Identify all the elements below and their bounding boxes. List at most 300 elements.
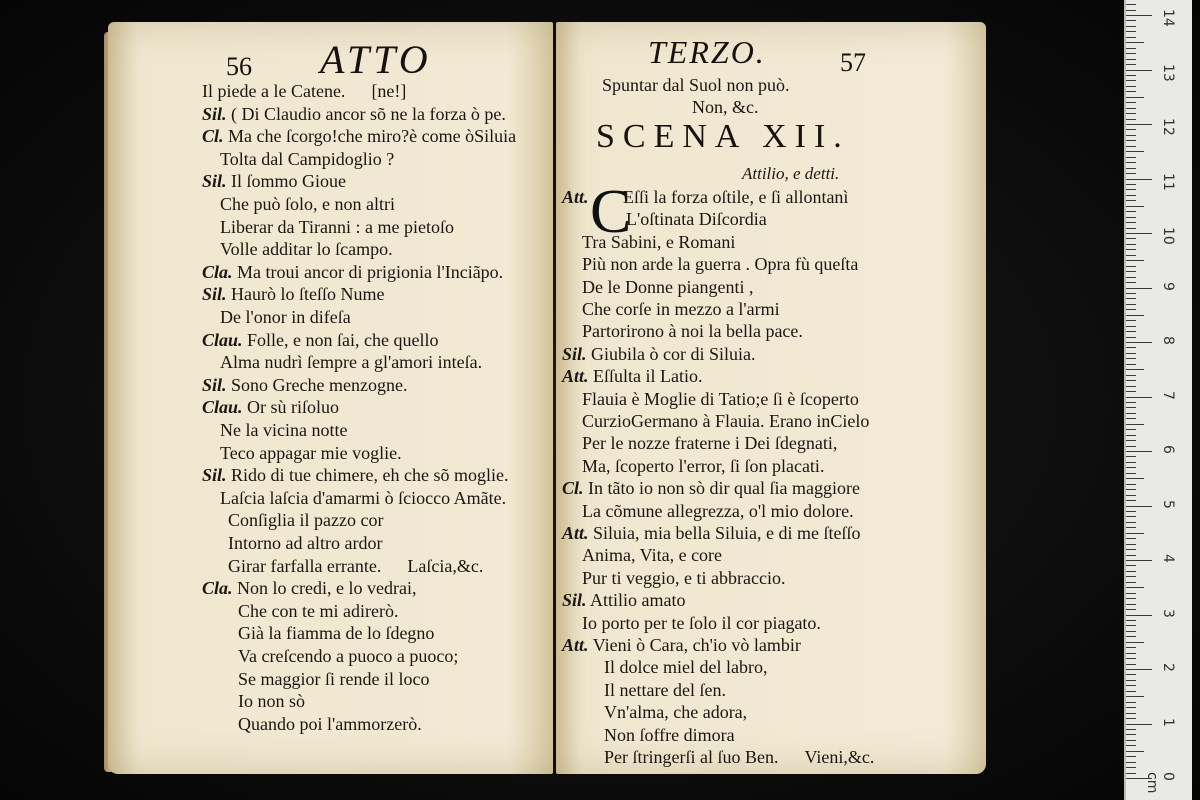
- ruler-tick: [1126, 685, 1136, 686]
- ruler-tick: [1126, 129, 1136, 130]
- ruler-tick: [1126, 135, 1136, 136]
- ruler-tick: [1126, 620, 1136, 621]
- ruler-tick: [1126, 369, 1144, 370]
- ruler-tick: [1126, 70, 1152, 71]
- text-line: [220, 419, 347, 441]
- left-page: [108, 22, 553, 774]
- ruler-tick: [1126, 86, 1136, 87]
- text-line: [604, 746, 874, 768]
- text-line: [220, 351, 482, 373]
- ruler-tick: [1126, 533, 1144, 534]
- ruler-tick: [1126, 669, 1152, 670]
- verse-text: Io non sò: [238, 691, 305, 712]
- ruler-tick: [1126, 549, 1136, 550]
- ruler-tick: [1126, 168, 1136, 169]
- text-line: [220, 238, 393, 260]
- text-line: [202, 396, 339, 418]
- ruler-tick: [1126, 157, 1136, 158]
- text-line: [220, 442, 402, 464]
- speaker-label: Clau.: [202, 329, 243, 350]
- ruler-tick: [1126, 478, 1144, 479]
- text-line: [238, 645, 458, 667]
- ruler-tick: [1126, 489, 1136, 490]
- verse-text: Se maggior ſi rende il loco: [238, 668, 430, 689]
- ruler-tick: [1126, 418, 1136, 419]
- verse-text: In tãto io non sò dir qual ſia maggiore: [588, 478, 860, 499]
- ruler-label: 7: [1160, 390, 1176, 400]
- text-line: [238, 622, 434, 644]
- ruler-tick: [1126, 456, 1136, 457]
- ruler-tick: [1126, 740, 1136, 741]
- ruler-tick: [1126, 342, 1152, 343]
- ruler-tick: [1126, 440, 1136, 441]
- ruler-tick: [1126, 80, 1136, 81]
- ruler-label: 0 cm: [1144, 772, 1176, 794]
- ruler-tick: [1126, 745, 1136, 746]
- ruler-tick: [1126, 97, 1144, 98]
- ruler-label: 11: [1160, 172, 1176, 191]
- ruler-tick: [1126, 337, 1136, 338]
- line-end-text: Vieni,&c.: [804, 747, 875, 767]
- ruler-tick: [1126, 266, 1136, 267]
- ruler-tick: [1126, 10, 1136, 11]
- ruler-tick: [1126, 358, 1136, 359]
- ruler-tick: [1126, 244, 1136, 245]
- text-line: [582, 500, 854, 522]
- ruler-tick: [1126, 604, 1136, 605]
- text-line: [228, 532, 382, 554]
- ruler-tick: [1126, 767, 1136, 768]
- verse-text: De l'onor in difeſa: [220, 307, 351, 327]
- text-line: [626, 208, 767, 230]
- ruler-tick: [1126, 179, 1152, 180]
- verse-text: Tra Sabini, e Romani: [582, 231, 736, 252]
- ruler-tick: [1126, 674, 1136, 675]
- verse-text: Non ſoffre dimora: [604, 724, 735, 745]
- text-line: [562, 343, 756, 365]
- text-line: [220, 216, 454, 238]
- text-line: [202, 125, 516, 147]
- ruler-tick: [1126, 522, 1136, 523]
- verse-text: Il dolce miel del labro,: [604, 657, 768, 678]
- verse-text: L'oſtinata Diſcordia: [626, 209, 767, 230]
- ruler-tick: [1126, 375, 1136, 376]
- ruler-tick: [1126, 571, 1136, 572]
- speaker-label: Sil.: [202, 374, 227, 395]
- right-page: [556, 22, 986, 774]
- text-line: [228, 555, 483, 577]
- verse-text: Più non arde la guerra . Opra fù queſta: [582, 254, 859, 275]
- ruler-tick: [1126, 200, 1136, 201]
- ruler-tick: [1126, 565, 1136, 566]
- ruler-tick: [1126, 320, 1136, 321]
- ruler-tick: [1126, 255, 1136, 256]
- ruler-tick: [1126, 664, 1136, 665]
- ruler-tick: [1126, 560, 1152, 561]
- ruler-tick: [1126, 446, 1136, 447]
- ruler-tick: [1126, 222, 1136, 223]
- measurement-ruler: [1124, 0, 1192, 800]
- ruler-tick: [1126, 195, 1136, 196]
- ruler-tick: [1126, 48, 1136, 49]
- verse-text: Che con te mi adirerò.: [238, 600, 399, 621]
- ruler-tick: [1126, 386, 1136, 387]
- speaker-label: Cl.: [202, 126, 224, 147]
- right-page-number: 57: [840, 48, 866, 77]
- verse-text: Siluia, mia bella Siluia, e di me ſteſſo: [593, 523, 861, 543]
- verse-text: Liberar da Tiranni : a me pietoſo: [220, 216, 454, 237]
- ruler-tick: [1126, 413, 1136, 414]
- verse-text: Laſcia laſcia d'amarmi ò ſciocco Amãte.: [220, 487, 507, 508]
- verse-text: Che può ſolo, e non altri: [220, 194, 395, 214]
- ruler-label: 6: [1160, 445, 1176, 454]
- ruler-tick: [1126, 576, 1136, 577]
- verse-text: Che corſe in mezzo a l'armi: [582, 299, 780, 319]
- ruler-tick: [1126, 113, 1136, 114]
- left-running-header: ATTO: [320, 37, 432, 82]
- right-running-header: TERZO.: [648, 34, 766, 70]
- text-line: [604, 701, 747, 723]
- ruler-tick: [1126, 702, 1136, 703]
- ruler-tick: [1126, 315, 1144, 316]
- text-line: [582, 410, 869, 432]
- ruler-tick: [1126, 277, 1136, 278]
- text-line: [562, 477, 860, 499]
- ruler-label: 4: [1160, 554, 1176, 563]
- speaker-label: Clau.: [202, 397, 243, 418]
- ruler-tick: [1126, 288, 1152, 289]
- text-line: [202, 103, 506, 125]
- text-line: [228, 509, 383, 531]
- verse-text: Ne la vicina notte: [220, 420, 348, 440]
- ruler-tick: [1126, 353, 1136, 354]
- verse-text: Per le nozze fraterne i Dei ſdegnati,: [582, 433, 838, 454]
- speaker-label: Att.: [562, 366, 589, 387]
- line-end-text: [ne!]: [371, 81, 407, 101]
- speaker-label: Att.: [562, 635, 589, 655]
- ruler-tick: [1126, 696, 1144, 697]
- verse-text: La cõmune allegrezza, o'l mio dolore.: [582, 500, 854, 521]
- ruler-tick: [1126, 473, 1136, 474]
- ruler-tick: [1126, 271, 1136, 272]
- text-line: [582, 544, 722, 566]
- ruler-tick: [1126, 451, 1152, 452]
- text-line: [582, 432, 837, 454]
- ruler-tick: [1126, 326, 1136, 327]
- ruler-tick: [1126, 233, 1152, 234]
- ruler-label: 8: [1160, 336, 1176, 345]
- ruler-tick: [1126, 609, 1136, 610]
- ruler-tick: [1126, 173, 1136, 174]
- ruler-label: 12: [1160, 118, 1176, 136]
- ruler-label: 3: [1160, 608, 1176, 618]
- speaker-label: Sil.: [562, 590, 587, 611]
- text-line: [238, 600, 398, 622]
- verse-text: Teco appagar mie voglie.: [220, 442, 402, 463]
- text-line: [604, 656, 767, 678]
- ruler-tick: [1126, 429, 1136, 430]
- text-line: [582, 253, 858, 275]
- ruler-tick: [1126, 309, 1136, 310]
- ruler-tick: [1126, 59, 1136, 60]
- ruler-tick: [1126, 75, 1136, 76]
- drop-cap-letter: C: [590, 178, 632, 246]
- ruler-tick: [1126, 391, 1136, 392]
- ruler-tick: [1126, 713, 1136, 714]
- ruler-tick: [1126, 184, 1136, 185]
- ruler-tick: [1126, 189, 1136, 190]
- ruler-tick: [1126, 495, 1136, 496]
- ruler-tick: [1126, 64, 1136, 65]
- ruler-tick: [1126, 397, 1152, 398]
- ruler-label: 10: [1160, 227, 1176, 245]
- ruler-tick: [1126, 15, 1152, 16]
- ruler-tick: [1126, 756, 1136, 757]
- ruler-tick: [1126, 587, 1144, 588]
- ruler-label: 9: [1160, 281, 1176, 291]
- ruler-tick: [1126, 282, 1136, 283]
- ruler-tick: [1126, 462, 1136, 463]
- text-line: [562, 589, 686, 611]
- verse-text: Già la fiamma de lo ſdegno: [238, 623, 435, 644]
- text-line: [238, 713, 422, 735]
- ruler-tick: [1126, 762, 1136, 763]
- speaker-label: Att.: [562, 187, 589, 207]
- ruler-tick: [1126, 298, 1136, 299]
- ruler-tick: [1126, 42, 1144, 43]
- ruler-tick: [1126, 146, 1136, 147]
- ruler-tick: [1126, 506, 1152, 507]
- text-line: [604, 679, 726, 701]
- ruler-tick: [1126, 20, 1136, 21]
- verse-text: De le Donne piangenti ,: [582, 276, 754, 297]
- verse-text: Ma troui ancor di prigionia l'Inciãpo.: [237, 261, 504, 282]
- text-line: [582, 455, 824, 477]
- scene-cast: Attilio, e detti.: [742, 164, 840, 183]
- scene-title: SCENA XII.: [596, 118, 850, 155]
- verse-text: Partorirono à noi la bella pace.: [582, 321, 803, 342]
- verse-text: Ma, ſcoperto l'error, ſi ſon placati.: [582, 455, 825, 476]
- ruler-tick: [1126, 238, 1136, 239]
- speaker-label: Cla.: [202, 261, 233, 282]
- verse-text: Il ſommo Gioue: [231, 171, 347, 192]
- text-line: [582, 231, 735, 253]
- verse-text: Flauia è Moglie di Tatio;e ſi è ſcoperto: [582, 388, 859, 409]
- ruler-tick: [1126, 734, 1136, 735]
- open-book: [108, 22, 986, 782]
- verse-text: Pur ti veggio, e ti abbraccio.: [582, 567, 786, 588]
- speaker-label: Sil.: [202, 171, 227, 192]
- text-line: [582, 320, 803, 342]
- ruler-tick: [1126, 407, 1136, 408]
- ruler-label: 13: [1160, 63, 1176, 82]
- text-line: [202, 577, 416, 599]
- verse-text: Volle additar lo ſcampo.: [220, 239, 393, 260]
- verse-text: ( Di Claudio ancor sõ ne la forza ò pe.: [231, 103, 506, 124]
- ruler-tick: [1126, 658, 1136, 659]
- text-line: [202, 283, 384, 305]
- ruler-tick: [1126, 593, 1136, 594]
- ruler-tick: [1126, 217, 1136, 218]
- ruler-tick: [1126, 91, 1136, 92]
- ruler-tick: [1126, 625, 1136, 626]
- ruler-tick: [1126, 37, 1136, 38]
- verse-text: Ma che ſcorgo!che miro?è come òSiluia: [228, 126, 517, 147]
- ruler-tick: [1126, 582, 1136, 583]
- ruler-tick: [1126, 347, 1136, 348]
- verse-text: Girar farfalla errante.: [228, 555, 382, 576]
- verse-text: Or sù riſoluo: [247, 397, 340, 418]
- ruler-tick: [1126, 751, 1144, 752]
- verse-text: Eſſulta il Latio.: [593, 366, 703, 387]
- verse-text: CurzioGermano à Flauia. Erano inCielo: [582, 411, 870, 431]
- text-line: [202, 261, 503, 283]
- text-line: [582, 612, 821, 634]
- text-line: [220, 193, 395, 215]
- text-line: [202, 464, 508, 486]
- ruler-tick: [1126, 140, 1136, 141]
- verse-text: Vn'alma, che adora,: [604, 702, 748, 723]
- ruler-tick: [1126, 424, 1144, 425]
- ruler-label: 1: [1160, 717, 1176, 727]
- ruler-tick: [1126, 4, 1136, 5]
- text-line: [202, 374, 407, 396]
- ruler-tick: [1126, 102, 1136, 103]
- ruler-tick: [1126, 647, 1136, 648]
- ruler-tick: [1126, 511, 1136, 512]
- ruler-label: 14: [1160, 9, 1176, 27]
- verse-text: Vieni ò Cara, ch'io vò lambir: [592, 635, 801, 655]
- ruler-tick: [1126, 162, 1136, 163]
- ruler-label: 2: [1160, 663, 1176, 672]
- continuation-line-2: Non, &c.: [692, 97, 759, 117]
- ruler-tick: [1126, 53, 1136, 54]
- ruler-tick: [1126, 615, 1152, 616]
- ruler-tick: [1126, 206, 1144, 207]
- text-line: [562, 634, 801, 656]
- text-line: [582, 276, 753, 298]
- ruler-tick: [1126, 527, 1136, 528]
- ruler-tick: [1126, 680, 1136, 681]
- ruler-tick: [1126, 718, 1136, 719]
- ruler-tick: [1126, 124, 1152, 125]
- verse-text: Anima, Vita, e core: [582, 545, 723, 566]
- verse-text: Io porto per te ſolo il cor piagato.: [582, 612, 821, 633]
- ruler-tick: [1126, 293, 1136, 294]
- speaker-label: Cl.: [562, 478, 584, 499]
- verse-text: Attilio amato: [590, 590, 686, 611]
- ruler-tick: [1126, 642, 1144, 643]
- speaker-label: Sil.: [202, 103, 227, 124]
- text-line: [582, 567, 785, 589]
- text-line: [220, 306, 351, 328]
- ruler-tick: [1126, 119, 1136, 120]
- ruler-tick: [1126, 500, 1136, 501]
- ruler-tick: [1126, 228, 1136, 229]
- ruler-tick: [1126, 467, 1136, 468]
- ruler-tick: [1126, 729, 1136, 730]
- speaker-label: Sil.: [202, 465, 227, 486]
- verse-text: Non lo credi, e lo vedrai,: [237, 578, 417, 599]
- verse-text: Il nettare del ſen.: [604, 679, 726, 700]
- verse-text: Sono Greche menzogne.: [231, 374, 408, 395]
- ruler-tick: [1126, 249, 1136, 250]
- verse-text: Haurò lo ſteſſo Nume: [231, 284, 385, 305]
- line-end-text: Laſcia,&c.: [407, 555, 484, 576]
- verse-text: Per ſtringerſi al ſuo Ben.: [604, 747, 779, 767]
- text-line: [220, 487, 506, 509]
- ruler-tick: [1126, 435, 1136, 436]
- text-line: [238, 668, 429, 690]
- ruler-tick: [1126, 380, 1136, 381]
- ruler-tick: [1126, 108, 1136, 109]
- ruler-tick: [1126, 304, 1136, 305]
- text-line: [582, 298, 780, 320]
- verse-text: Folle, e non ſai, che quello: [247, 329, 439, 350]
- ruler-tick: [1126, 544, 1136, 545]
- speaker-label: Cla.: [202, 578, 233, 599]
- text-line: [562, 186, 848, 208]
- ruler-tick: [1126, 555, 1136, 556]
- verse-text: Il piede a le Catene.: [202, 81, 346, 101]
- verse-text: Giubila ò cor di Siluia.: [591, 343, 756, 364]
- ruler-tick: [1126, 364, 1136, 365]
- text-line: [202, 170, 346, 192]
- ruler-tick: [1126, 707, 1136, 708]
- continuation-line-1: Spuntar dal Suol non può.: [602, 75, 790, 95]
- left-page-number: 56: [226, 52, 252, 81]
- ruler-tick: [1126, 26, 1136, 27]
- speaker-label: Sil.: [202, 284, 227, 305]
- ruler-tick: [1126, 653, 1136, 654]
- text-line: [202, 80, 406, 102]
- verse-text: Rido di tue chimere, eh che sõ moglie.: [231, 465, 509, 486]
- verse-text: Conſiglia il pazzo cor: [228, 510, 384, 531]
- ruler-tick: [1126, 151, 1144, 152]
- text-line: [562, 522, 860, 544]
- verse-text: Alma nudrì ſempre a gl'amori inteſa.: [220, 352, 483, 373]
- ruler-tick: [1126, 773, 1136, 774]
- verse-text: Quando poi l'ammorzerò.: [238, 713, 422, 734]
- ruler-tick: [1126, 211, 1136, 212]
- text-line: [220, 148, 394, 170]
- ruler-tick: [1126, 636, 1136, 637]
- ruler-tick: [1126, 516, 1136, 517]
- ruler-tick: [1126, 484, 1136, 485]
- text-line: [202, 329, 438, 351]
- verse-text: Va creſcendo a puoco a puoco;: [238, 646, 459, 666]
- verse-text: Tolta dal Campidoglio ?: [220, 148, 395, 169]
- ruler-tick: [1126, 31, 1136, 32]
- ruler-tick: [1126, 724, 1152, 725]
- speaker-label: Att.: [562, 523, 589, 543]
- ruler-tick: [1126, 631, 1136, 632]
- ruler-tick: [1126, 402, 1136, 403]
- speaker-label: Sil.: [562, 343, 587, 364]
- text-line: [582, 388, 859, 410]
- text-line: [604, 724, 735, 746]
- ruler-tick: [1126, 331, 1136, 332]
- verse-text: Eſſi la forza oſtile, e ſi allontanì: [623, 187, 849, 207]
- ruler-tick: [1126, 691, 1136, 692]
- text-line: [238, 690, 305, 712]
- text-line: [562, 365, 703, 387]
- ruler-tick: [1126, 538, 1136, 539]
- ruler-label: 5: [1160, 499, 1176, 509]
- ruler-tick: [1126, 260, 1144, 261]
- verse-text: Intorno ad altro ardor: [228, 533, 383, 553]
- ruler-tick: [1126, 598, 1136, 599]
